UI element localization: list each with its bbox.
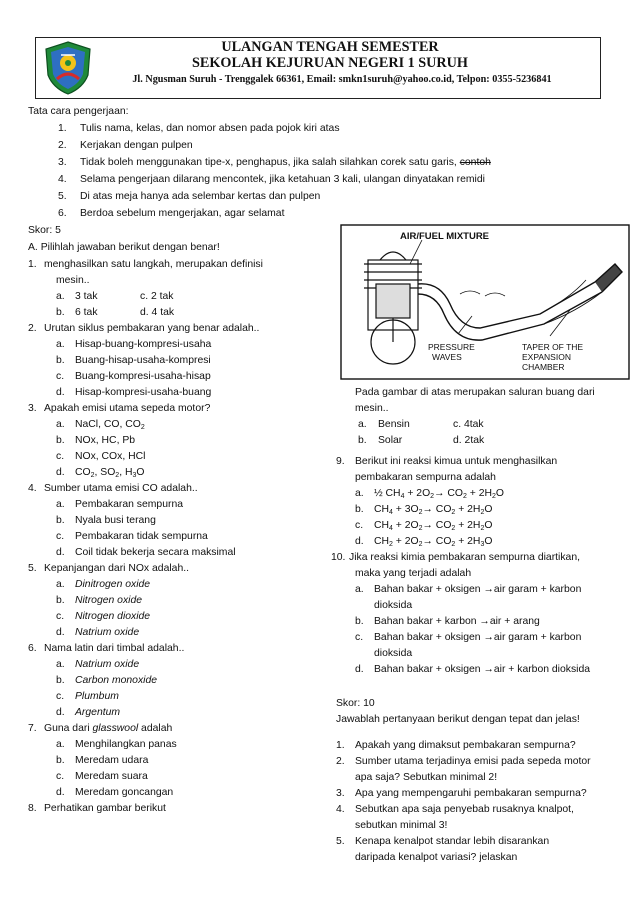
school-name: SEKOLAH KEJURUAN NEGERI 1 SURUH <box>192 55 468 71</box>
section-b-heading: Jawablah pertanyaan berikut dengan tepat dan jelas! <box>336 714 580 725</box>
essay-number: 3. <box>336 788 345 799</box>
instruction-num: 4. <box>58 174 67 185</box>
option-letter: c. <box>355 632 364 643</box>
option-letter: c. <box>355 520 364 531</box>
option-letter: b. <box>56 435 65 446</box>
essay-question: daripada kenalpot variasi? jelaskan <box>355 852 518 863</box>
option-text: 3 tak <box>75 291 98 302</box>
option-text: Buang-kompresi-usaha-hisap <box>75 371 211 382</box>
formula-part: + 2O <box>404 488 431 499</box>
option-text <box>374 503 492 516</box>
subscript: 4 <box>400 493 405 500</box>
instructions-heading: Tata cara pengerjaan: <box>28 106 129 117</box>
option-letter: c. <box>56 371 65 382</box>
formula-part: + 2H <box>466 488 492 499</box>
essay-number: 5. <box>336 836 345 847</box>
option-text: Nyala busi terang <box>75 515 156 526</box>
option-letter: b. <box>358 435 367 446</box>
option-letter: a. <box>355 584 364 595</box>
option-text <box>75 466 144 479</box>
option-text: Hisap-kompresi-usaha-buang <box>75 387 212 398</box>
option-text: Natrium oxide <box>75 659 140 670</box>
subscript: 4 <box>389 509 393 516</box>
subscript: 2 <box>140 424 145 431</box>
option-text: Dinitrogen oxide <box>75 579 151 590</box>
option-letter: d. <box>355 664 364 675</box>
school-logo-icon <box>43 41 93 95</box>
option-letter: d. <box>56 707 65 718</box>
question-text: Sumber utama emisi CO adalah.. <box>44 483 198 494</box>
formula-part: → CO <box>434 488 463 499</box>
option-letter: c. <box>56 531 65 542</box>
instruction-item <box>80 156 491 169</box>
formula-part: O <box>136 467 145 478</box>
instruction-num: 5. <box>58 191 67 202</box>
subscript: 2 <box>462 493 467 500</box>
subscript: 2 <box>491 493 496 500</box>
subscript: 2 <box>90 472 95 479</box>
essay-number: 1. <box>336 740 345 751</box>
question-number: 2. <box>28 323 37 334</box>
option-letter: d. <box>56 547 65 558</box>
option-text: Buang-hisap-usaha-kompresi <box>75 355 211 366</box>
question-number: 1. <box>28 259 37 270</box>
option-text: Meredam suara <box>75 771 148 782</box>
question-text: Berikut ini reaksi kimua untuk menghasilkan <box>355 456 558 467</box>
formula-part: CH <box>374 536 390 547</box>
option-text: Meredam goncangan <box>75 787 174 798</box>
option-text <box>374 519 492 532</box>
question-text <box>44 722 172 735</box>
option-letter: b. <box>56 595 65 606</box>
option-text: NOx, HC, Pb <box>75 435 136 446</box>
option-letter: b. <box>56 675 65 686</box>
section-a-score: Skor: 5 <box>28 225 61 236</box>
option-letter: d. <box>56 387 65 398</box>
option-text: Bensin <box>378 419 410 430</box>
option-letter: c. <box>56 771 65 782</box>
subscript: 2 <box>418 525 423 532</box>
option-letter: b. <box>355 504 364 515</box>
label-waves: WAVES <box>432 352 462 362</box>
question-number: 9. <box>336 456 345 467</box>
option-text: c. 4tak <box>453 419 484 430</box>
option-text: dioksida <box>374 648 413 659</box>
formula-part: , SO <box>94 467 116 478</box>
instruction-num: 3. <box>58 157 67 168</box>
option-text: 6 tak <box>75 307 98 318</box>
question-text: Urutan siklus pembakaran yang benar adalah.. <box>44 323 260 334</box>
option-letter: d. <box>56 467 65 478</box>
instruction-num: 2. <box>58 140 67 151</box>
label-chamber: CHAMBER <box>522 362 565 372</box>
exam-title: ULANGAN TENGAH SEMESTER <box>221 39 439 55</box>
essay-question: Sebutkan apa saja penyebab rusaknya knalpot, <box>355 804 574 815</box>
essay-question: Apa yang mempengaruhi pembakaran sempurna? <box>355 788 587 799</box>
subscript: 2 <box>451 509 456 516</box>
formula-part: → CO <box>422 536 452 547</box>
option-text: Meredam udara <box>75 755 149 766</box>
option-text: Bahan bakar + oksigen →air + karbon dioksida <box>374 664 591 675</box>
label-pressure: PRESSURE <box>428 342 475 352</box>
essay-question: Apakah yang dimaksut pembakaran sempurna? <box>355 740 576 751</box>
option-letter: d. <box>56 787 65 798</box>
formula-part: + 2H <box>455 520 481 531</box>
question-text: mesin.. <box>355 403 389 414</box>
option-letter: b. <box>56 755 65 766</box>
option-text: Plumbum <box>75 691 119 702</box>
subscript: 2 <box>389 541 393 548</box>
option-text: d. 4 tak <box>140 307 175 318</box>
essay-number: 4. <box>336 804 345 815</box>
question-text-part: adalah <box>138 723 173 734</box>
option-text: NOx, COx, HCl <box>75 451 146 462</box>
formula-part: CH <box>374 504 390 515</box>
option-text: d. 2tak <box>453 435 485 446</box>
formula-part: ½ CH <box>374 488 401 499</box>
question-number: 6. <box>28 643 37 654</box>
subscript: 2 <box>480 509 485 516</box>
formula-part: , H <box>119 467 133 478</box>
option-text: Carbon monoxide <box>75 675 158 686</box>
option-letter: a. <box>355 488 364 499</box>
subscript: 4 <box>389 525 393 532</box>
essay-question: Sumber utama terjadinya emisi pada sepeda motor <box>355 756 591 767</box>
section-a-heading: A. Pilihlah jawaban berikut dengan benar! <box>28 242 220 253</box>
subscript: 2 <box>418 541 423 548</box>
formula-part: O <box>484 536 493 547</box>
essay-number: 2. <box>336 756 345 767</box>
struck-example-word: contoh <box>459 157 491 168</box>
option-letter: c. <box>56 691 65 702</box>
option-text: Nitrogen dioxide <box>75 611 151 622</box>
option-text: Hisap-buang-kompresi-usaha <box>75 339 212 350</box>
formula-part: + 2H <box>455 504 481 515</box>
option-text: Pembakaran tidak sempurna <box>75 531 208 542</box>
option-text <box>75 418 145 431</box>
subscript: 2 <box>418 509 423 516</box>
question-text: Kepanjangan dari NOx adalah.. <box>44 563 189 574</box>
option-text: Nitrogen oxide <box>75 595 143 606</box>
option-text: Pembakaran sempurna <box>75 499 184 510</box>
instruction-text: Tulis nama, kelas, dan nomor absen pada pojok kiri atas <box>80 123 340 134</box>
subscript: 2 <box>480 525 485 532</box>
question-text: Nama latin dari timbal adalah.. <box>44 643 185 654</box>
option-text: Natrium oxide <box>75 627 140 638</box>
question-text: menghasilkan satu langkah, merupakan definisi <box>44 259 263 270</box>
option-letter: a. <box>56 739 65 750</box>
question-text: Perhatikan gambar berikut <box>44 803 166 814</box>
subscript: 2 <box>451 541 456 548</box>
question-text-part: Guna dari <box>44 723 93 734</box>
formula-part: → CO <box>422 520 452 531</box>
formula-part: → CO <box>422 504 452 515</box>
instruction-num: 1. <box>58 123 67 134</box>
option-text <box>374 487 504 500</box>
essay-question: sebutkan minimal 3! <box>355 820 448 831</box>
option-text <box>374 535 492 548</box>
option-text: dioksida <box>374 600 413 611</box>
instruction-text: Selama pengerjaan dilarang mencontek, jika ketahuan 3 kali, ulangan dinyatakan remidi <box>80 174 485 185</box>
formula-part: O <box>495 488 504 499</box>
subscript: 3 <box>132 472 137 479</box>
option-letter: c. <box>56 451 65 462</box>
option-letter: a. <box>56 291 65 302</box>
question-number: 7. <box>28 723 37 734</box>
label-air-fuel-mixture: AIR/FUEL MIXTURE <box>400 231 490 242</box>
option-text: Bahan bakar + karbon →air + arang <box>374 616 540 627</box>
question-text: maka yang terjadi adalah <box>355 568 472 579</box>
label-taper: TAPER OF THE <box>522 342 584 352</box>
option-letter: b. <box>56 515 65 526</box>
formula-part: + 2H <box>455 536 481 547</box>
formula-part: NaCl, CO, CO <box>75 419 141 430</box>
subscript: 3 <box>480 541 485 548</box>
essay-question: apa saja? Sebutkan minimal 2! <box>355 772 498 783</box>
option-text: Menghilangkan panas <box>75 739 177 750</box>
option-letter: a. <box>56 339 65 350</box>
option-letter: d. <box>355 536 364 547</box>
option-letter: b. <box>56 307 65 318</box>
option-text: Argentum <box>75 707 121 718</box>
formula-part: + 2O <box>392 536 419 547</box>
option-letter: a. <box>56 579 65 590</box>
essay-question: Kenapa kenalpot standar lebih disarankan <box>355 836 550 847</box>
label-expansion: EXPANSION <box>522 352 571 362</box>
question-number: 10. <box>331 552 346 563</box>
option-letter: a. <box>358 419 367 430</box>
instruction-num: 6. <box>58 208 67 219</box>
option-letter: b. <box>56 355 65 366</box>
option-text: c. 2 tak <box>140 291 174 302</box>
formula-part: O <box>484 504 493 515</box>
question-number: 5. <box>28 563 37 574</box>
section-b-score: Skor: 10 <box>336 698 375 709</box>
question-number: 3. <box>28 403 37 414</box>
option-text: Bahan bakar + oksigen →air garam + karbon <box>374 584 582 595</box>
subscript: 2 <box>430 493 435 500</box>
exhaust-diagram <box>340 224 630 380</box>
question-text: pembakaran sempurna adalah <box>355 472 496 483</box>
school-address: Jl. Ngusman Suruh - Trenggalek 66361, Email: smkn1suruh@yahoo.co.id, Telpon: 0355-5236841 <box>132 74 552 85</box>
option-text: Coil tidak bekerja secara maksimal <box>75 547 236 558</box>
option-letter: a. <box>56 659 65 670</box>
option-letter: b. <box>355 616 364 627</box>
question-text: Jika reaksi kimia pembakaran sempurna diartikan, <box>349 552 581 563</box>
formula-part: O <box>484 520 493 531</box>
option-letter: a. <box>56 499 65 510</box>
option-letter: d. <box>56 627 65 638</box>
instruction-text: Di atas meja hanya ada selembar kertas dan pulpen <box>80 191 321 202</box>
subscript: 2 <box>115 472 120 479</box>
option-text: Solar <box>378 435 403 446</box>
question-text: mesin.. <box>56 275 90 286</box>
option-letter: c. <box>56 611 65 622</box>
instruction-text: Berdoa sebelum mengerjakan, agar selamat <box>80 208 285 219</box>
option-letter: a. <box>56 419 65 430</box>
question-text: Apakah emisi utama sepeda motor? <box>44 403 211 414</box>
formula-part: CO <box>75 467 91 478</box>
question-number: 4. <box>28 483 37 494</box>
question-number: 8. <box>28 803 37 814</box>
formula-part: CH <box>374 520 390 531</box>
instruction-text: Kerjakan dengan pulpen <box>80 140 193 151</box>
instruction-text: Tidak boleh menggunakan tipe-x, penghapus, jika salah silahkan corek satu garis, <box>80 157 457 168</box>
question-text: Pada gambar di atas merupakan saluran buang dari <box>355 387 595 398</box>
formula-part: + 2O <box>392 520 419 531</box>
question-text-italic: glasswool <box>92 723 139 734</box>
option-text: Bahan bakar + oksigen →air garam + karbon <box>374 632 582 643</box>
subscript: 2 <box>451 525 456 532</box>
formula-part: + 3O <box>392 504 419 515</box>
